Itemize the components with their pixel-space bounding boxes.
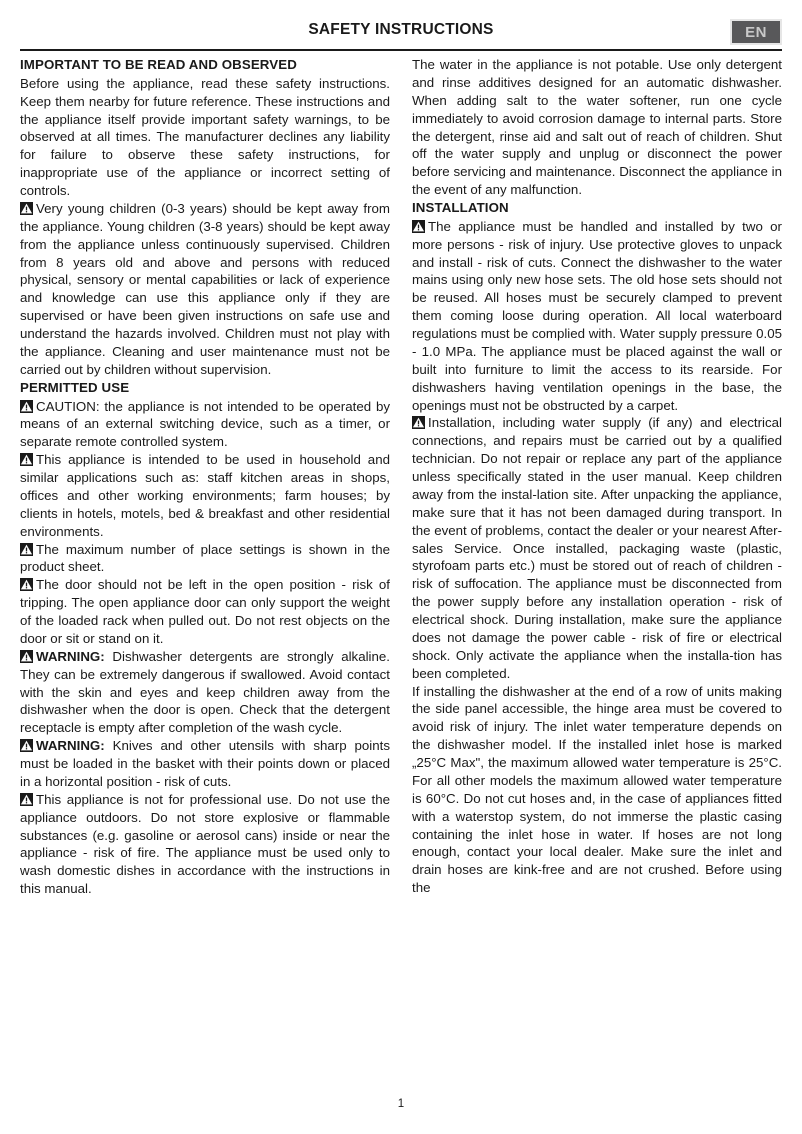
paragraph-text: Dishwasher detergents are strongly alkaline. They can be extremely dangerous if swallowed. Avoid contact with the skin and eyes and keep children away from the dishwasher when the door is open. Check that the detergent receptacle is empty after completion of the wash cycle. [20,648,390,736]
paragraph-installation-qualified-technician [412,414,782,682]
paragraph-text: This appliance is intended to be used in household and similar applications such as: staff kitchen areas in shops, offices and other working environments; farm houses; by clients in hotels, motels, bed & breakfast and other residential environments. [20,452,390,539]
warning-triangle-icon [412,416,425,429]
warning-triangle-icon [412,220,425,233]
page-title: SAFETY INSTRUCTIONS [308,21,494,38]
paragraph-handled-installed-two-persons [412,218,782,415]
paragraph-text: Very young children (0-3 years) should be kept away from the appliance. Young children (3-8 years) should be kept away from the appliance unless continuously supervised. Children from 8 years old and above and persons with reduced physical, sensory or mental capabilities or lack of experience and knowledge can use this appliance only if they are supervised or have been given instructions on safe use and understand the hazards involved. Children must not play with the appliance. Cleaning and user maintenance must not be carried out by children without supervision. [20,200,390,377]
warning-triangle-icon [20,543,33,556]
paragraph-text: The water in the appliance is not potable. Use only detergent and rinse additives designed for an automatic dishwasher. When adding salt to the water softener, run one cycle immediately to avoid corrosion damage to internal parts. Store the detergent, rinse aid and salt out of reach of children. Shut off the water supply and unplug or disconnect the power before servicing and maintenance. Disconnect the appliance in the event of any malfunction. [412,57,782,198]
heading-important-to-be-read: IMPORTANT TO BE READ AND OBSERVED [20,57,297,72]
warning-triangle-icon [20,793,33,806]
paragraph-text: The maximum number of place settings is shown in the product sheet. [20,541,390,575]
page-number: 1 [397,1097,405,1110]
page-header [0,0,802,48]
warning-triangle-icon [20,453,33,466]
paragraph-text: The door should not be left in the open position - risk of tripping. The open appliance door can only support the weight of the loaded rack when pulled out. Do not rest objects on the door or sit or stand on it. [20,577,390,646]
paragraph-warning-detergents [20,648,390,737]
paragraph-text: Installation, including water supply (if any) and electrical connections, and repairs must be carried out by a qualified technician. Do not repair or replace any part of the appliance unless specifically stated in the user manual. Keep children away from the instal-lation site. After unpacking the appliance, make sure that it has not been damaged during transport. In the event of problems, contact the dealer or your nearest After-sales Service. Once installed, packaging waste (plastic, styrofoam parts etc.) must be stored out of reach of children - risk of suffocation. The appliance must be disconnected from the power supply before any installation operation - risk of electrical shock. During installation, make sure the appliance does not damage the power cable - risk of fire or electrical shock. Only activate the appliance when the installa-tion has been completed. [412,415,782,681]
paragraph-text: If installing the dishwasher at the end of a row of units making the side panel accessible, the hinge area must be covered to avoid risk of injury. The inlet water temperature depends on the dishwasher model. If the installed inlet hose is marked „25°C Max", the maximum allowed water temperature is 25°C. For all other models the maximum allowed water temperature is 60°C. Do not cut hoses and, in the case of appliances fitted with a waterstop system, do not immerse the plastic casing containing the inlet hose in water. If hoses are not long enough, contact your local dealer. Make sure the inlet and drain hoses are kink-free and are not crushed. Before using the [412,683,782,896]
warning-triangle-icon [20,578,33,591]
paragraph-before-using [20,75,390,200]
paragraph-caution-external-switching [20,398,390,452]
paragraph-warning-knives [20,737,390,791]
warning-triangle-icon [20,650,33,663]
paragraph-end-of-row-installation [412,683,782,898]
paragraph-water-not-potable [412,56,782,199]
two-column-body [20,56,782,1088]
paragraph-door-open-position [20,576,390,648]
paragraph-place-settings [20,541,390,577]
paragraph-very-young-children [20,200,390,379]
paragraph-text: This appliance is not for professional use. Do not use the appliance outdoors. Do not store explosive or flammable substances (e.g. gasoline or aerosol cans) inside or near the appliance - risk of fire. The appliance must be used only to wash domestic dishes in accordance with the instructions in this manual. [20,791,390,897]
paragraph-text: Knives and other utensils with sharp points must be loaded in the basket with their points down or placed in a horizontal position - risk of cuts. [20,738,390,789]
warning-label: WARNING: [36,648,105,664]
header-divider [20,49,782,51]
paragraph-household-use [20,451,390,540]
paragraph-text: CAUTION: the appliance is not intended to be operated by means of an external switching device, such as a timer, or separate remote controlled system. [20,398,390,450]
heading-permitted-use: PERMITTED USE [20,379,130,395]
warning-triangle-icon [20,202,33,215]
warning-label: WARNING: [36,738,105,754]
warning-triangle-icon [20,739,33,752]
paragraph-text: The appliance must be handled and installed by two or more persons - risk of injury. Use protective gloves to unpack and install - risk of cuts. Connect the dishwasher to the water mains using only new hose sets. The old hose sets should not be reused. All hoses must be securely clamped to prevent them coming loose during operation. All local waterboard regulations must be complied with. Water supply pressure 0.05 - 1.0 MPa. The appliance must be placed against the wall or built into furniture to limit the access to its rearside. For dishwashers having ventilation openings in the base, the openings must not be obstructed by a carpet. [412,218,782,413]
paragraph-not-professional-use [20,791,390,898]
heading-installation: INSTALLATION [412,200,509,215]
paragraph-text: Before using the appliance, read these safety instructions. Keep them nearby for future reference. These instructions and the appliance itself provide important safety warnings, to be observed at all times. The manufacturer declines any liability for failure to observe these safety instructions, for inappropriate use of the appliance or incorrect setting of controls. [20,75,390,199]
language-badge: EN [730,19,782,45]
warning-triangle-icon [20,400,33,413]
